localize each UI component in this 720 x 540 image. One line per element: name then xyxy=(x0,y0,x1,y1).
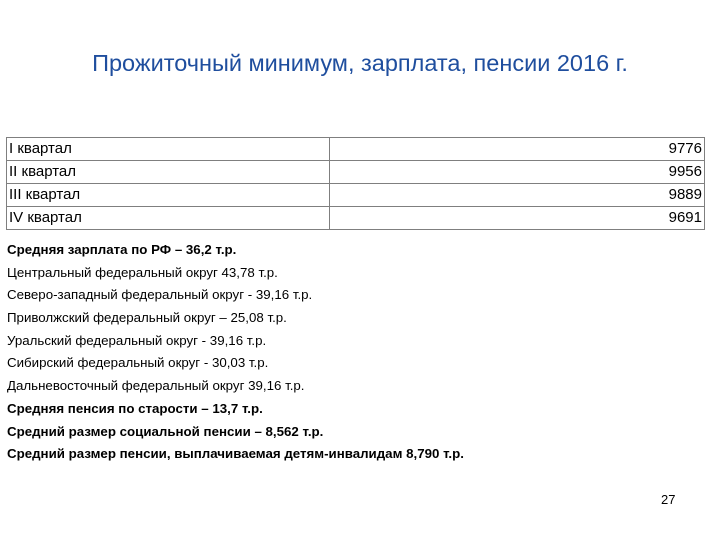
page-number: 27 xyxy=(661,492,676,507)
quarter-value: 9691 xyxy=(330,207,705,230)
quarter-value: 9889 xyxy=(330,184,705,207)
volga-district-line: Приволжский федеральный округ – 25,08 т.р. xyxy=(7,310,287,326)
quarter-label: IV квартал xyxy=(7,207,330,230)
ural-district-line: Уральский федеральный округ - 39,16 т.р. xyxy=(7,332,267,348)
quarter-label: I квартал xyxy=(7,138,330,161)
page-title: Прожиточный минимум, зарплата, пенсии 2016 г. xyxy=(92,50,628,76)
table-row xyxy=(7,184,705,207)
avg-pension-line: Средняя пенсия по старости – 13,7 т.р. xyxy=(7,400,263,416)
table-row xyxy=(7,161,705,184)
northwest-district-line: Северо-западный федеральный округ - 39,16 т.р. xyxy=(7,287,313,303)
quarter-label: II квартал xyxy=(7,161,330,184)
avg-salary-line: Средняя зарплата по РФ – 36,2 т.р. xyxy=(7,242,237,257)
central-district-line: Центральный федеральный округ 43,78 т.р. xyxy=(7,264,278,280)
table-row xyxy=(7,207,705,230)
quarter-value: 9776 xyxy=(330,138,705,161)
disabled-children-pension-line: Средний размер пенсии, выплачиваемая детям-инвалидам 8,790 т.р. xyxy=(7,446,464,462)
subsistence-minimum-table xyxy=(6,137,705,230)
far-east-district-line: Дальневосточный федеральный округ 39,16 т.р. xyxy=(7,378,305,394)
table-row xyxy=(7,138,705,161)
quarter-value: 9956 xyxy=(330,161,705,184)
quarter-label: III квартал xyxy=(7,184,330,207)
siberian-district-line: Сибирский федеральный округ - 30,03 т.р. xyxy=(7,355,269,371)
social-pension-line: Средний размер социальной пенсии – 8,562 т.р. xyxy=(7,423,324,439)
salary-pension-list xyxy=(7,239,464,466)
